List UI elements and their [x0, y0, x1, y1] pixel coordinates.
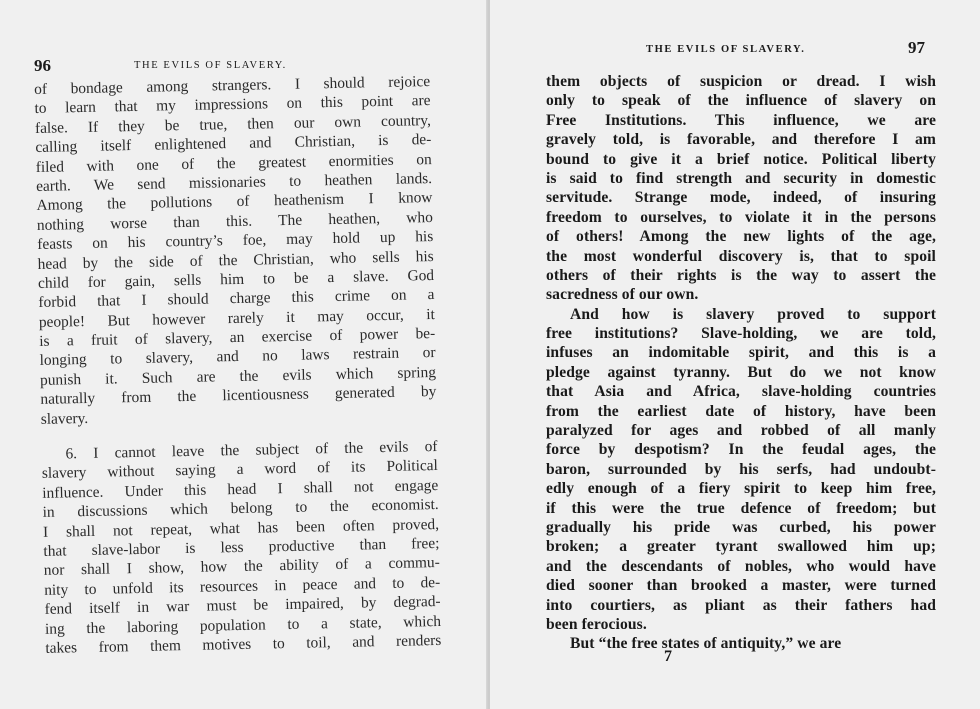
text-line: been ferocious.: [546, 615, 647, 633]
text-line: is a fruit of slavery, an exercise of power be-: [39, 325, 436, 351]
text-line: is said to find strength and security in domestic: [546, 169, 936, 187]
text-line: people! But however rarely it may occur, it: [38, 305, 435, 331]
text-line: ing the laboring population to a state, which: [44, 612, 442, 638]
text-line: infuses an indomitable spirit, and this is a: [546, 344, 936, 362]
text-line: And how is slavery proved to support: [570, 305, 936, 323]
text-line: into courtiers, as pliant as their fathers had: [546, 596, 936, 614]
signature-mark: 7: [664, 648, 672, 665]
text-line: 6. I cannot leave the subject of the evils of: [65, 438, 438, 463]
text-line: naturally from the licentiousness generated by: [40, 383, 437, 409]
text-line: the most wonderful discovery is, that to spoil: [546, 247, 936, 265]
text-line: slavery.: [40, 409, 89, 428]
text-line: Free Institutions. This influence, we are: [546, 111, 936, 129]
text-line: takes from them motives to toil, and renders: [45, 631, 442, 657]
paragraph: [546, 72, 936, 305]
text-line: forbid that I should charge this crime on a: [38, 286, 435, 312]
text-line: nothing worse than this. The heathen, who: [36, 208, 434, 234]
text-line: free institutions? Slave-holding, we are told,: [546, 325, 936, 343]
text-line: of others! Among the new lights of the age,: [546, 228, 936, 246]
paragraph: [546, 634, 936, 653]
text-line: broken; a greater tyrant swallowed him up;: [546, 538, 936, 556]
paragraph: [546, 305, 936, 635]
text-line: earth. We send missionaries to heathen lands.: [35, 169, 433, 195]
page-number: 97: [908, 38, 925, 57]
text-line: of bondage among strangers. I should rejoice: [34, 73, 431, 98]
text-line: gravely told, is favorable, and therefore I am: [546, 131, 936, 149]
text-line: if this were the true defence of freedom; but: [546, 499, 936, 517]
text-line: fend itself in war must be impaired, by degrad-: [44, 593, 441, 619]
text-line: to learn that my impressions on this point are: [34, 92, 431, 118]
text-line: baron, surrounded by his serfs, had undoubt-: [546, 460, 936, 478]
text-line: influence. Under this head I shall not engage: [42, 476, 439, 502]
running-head: THE EVILS OF SLAVERY.: [134, 60, 287, 71]
text-line: head by the side of the Christian, who sells his: [37, 247, 434, 273]
page-number: 96: [34, 56, 51, 75]
text-line: others of their rights is the way to assert the: [546, 266, 936, 284]
text-line: and the descendants of nobles, who would have: [546, 557, 936, 575]
text-line: freedom to ourselves, to violate it in the persons: [546, 208, 936, 226]
text-line: nor shall I show, how the ability of a commu-: [43, 554, 440, 580]
text-line: punish it. Such are the evils which spring: [39, 363, 437, 389]
text-line: edly enough of a fiery spirit to keep him free,: [546, 480, 936, 498]
text-line: I shall not repeat, what has been often proved,: [42, 515, 440, 541]
text-line: force by despotism? In the feudal ages, the: [546, 441, 936, 459]
left-page: [0, 0, 488, 709]
paragraph: [34, 72, 437, 429]
text-line: slavery without saying a word of its Political: [41, 457, 438, 483]
text-line: died sooner than brooked a master, were turned: [546, 577, 936, 595]
text-line: servitude. Strange mode, indeed, of insuring: [546, 189, 936, 207]
text-line: longing to slavery, and no laws restrain or: [39, 344, 436, 370]
text-line: child for gain, sells him to be a slave. God: [37, 266, 435, 292]
text-line: from the earliest date of history, have been: [546, 402, 936, 420]
text-line: only to speak of the influence of slavery on: [546, 92, 936, 110]
text-line: paralyzed for ages and robbed of all manly: [546, 422, 936, 440]
right-page: [490, 0, 980, 709]
text-line: calling itself enlightened and Christian, is de-: [35, 131, 432, 157]
paragraph: [41, 437, 441, 658]
text-line: that slave-labor is less productive than free;: [43, 534, 440, 560]
text-line: But “the free states of antiquity,” we are: [570, 635, 842, 653]
text-line: bound to give it a brief notice. Political liberty: [546, 150, 936, 168]
text-line: feasts on his country’s foe, may hold up his: [37, 228, 434, 254]
page-body: [34, 72, 442, 658]
running-head: THE EVILS OF SLAVERY.: [646, 44, 806, 55]
text-line: that Asia and Africa, slave-holding countries: [546, 383, 936, 401]
text-line: filed with one of the greatest enormities on: [35, 150, 432, 176]
text-line: Among the pollutions of heathenism I know: [36, 189, 433, 215]
text-line: gradually his pride was curbed, his power: [546, 518, 936, 536]
text-line: them objects of suspicion or dread. I wish: [546, 73, 936, 90]
text-line: false. If they be true, then our own country,: [34, 111, 432, 137]
text-line: in discussions which belong to the economist.: [42, 496, 439, 522]
text-line: pledge against tyranny. But do we not know: [546, 363, 936, 381]
text-line: sacredness of our own.: [546, 286, 699, 304]
text-line: nity to unfold its resources in peace and to de-: [44, 573, 441, 599]
page-body: [546, 72, 936, 654]
